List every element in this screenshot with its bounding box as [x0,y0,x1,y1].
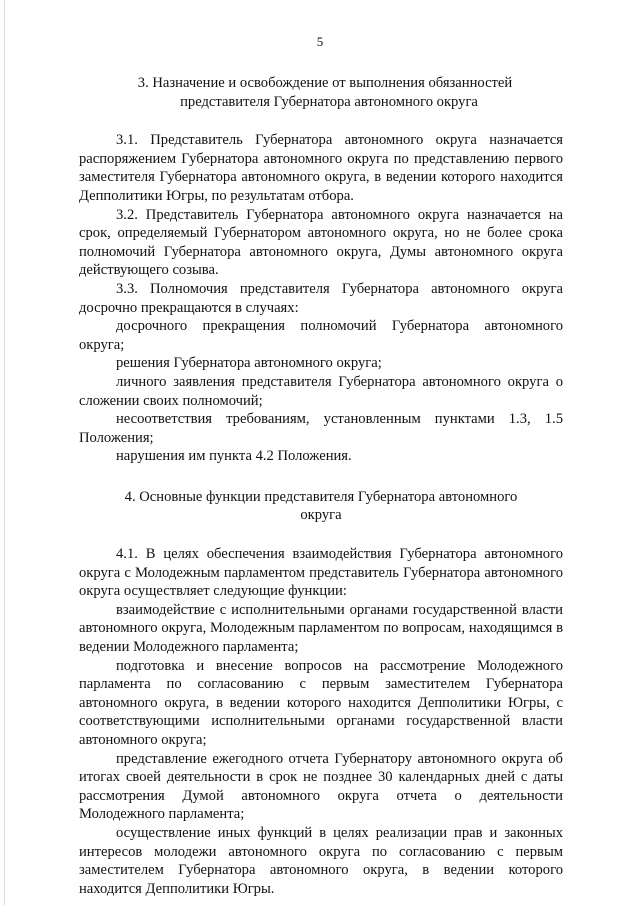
list-item-interaction: взаимодействие с исполнительными органами государственной власти автономного округа, Молодежным парламентом по вопросам, находящимся в ведении Молодежного парламента; [79,601,563,656]
section-4-heading-line-2: округа [300,507,342,524]
list-item-governor-decision: решения Губернатора автономного округа; [116,355,382,372]
list-item-personal-statement: личного заявления представителя Губернатора автономного округа о сложении своих полномочий; [79,373,563,409]
section-3-heading [87,74,563,111]
document-body [79,74,563,898]
paragraph-4-1: 4.1. В целях обеспечения взаимодействия Губернатора автономного округа с Молодежным парламентом представитель Губернатора автономного округа осуществляет следующие функции: [79,546,563,600]
paragraph-3-2: 3.2. Представитель Губернатора автономного округа назначается на срок, определяемый Губернатором автономного округа, но не более срока полномочий Губернатора автономного округа, Думы автономного округа действующего созыва. [79,206,563,279]
list-item-annual-report: представление ежегодного отчета Губернатору автономного округа об итогах своей деятельности в срок не позднее 30 календарных дней с даты рассмотрения Думой автономного округа отчета о деятельности Молодежного парламента; [79,750,563,823]
section-4-heading [79,488,563,525]
list-item-nonconformity: несоответствия требованиям, установленным пунктами 1.3, 1.5 Положения; [79,411,563,446]
page-number: 5 [316,34,324,49]
section-4-heading-line-1: 4. Основные функции представителя Губернатора автономного [124,488,518,505]
section-3-heading-line-2: представителя Губернатора автономного округа [180,93,478,110]
list-item-violation: нарушения им пункта 4.2 Положения. [116,448,352,465]
list-item-preparation: подготовка и внесение вопросов на рассмотрение Молодежного парламента по согласованию с первым заместителем Губернатора автономного округа, в ведении которого находится Депполитики Югры, с соответствующими исполнительными органами государственной власти автономного округа; [79,657,563,748]
page-edge [4,0,5,905]
list-item-other-functions: осуществление иных функций в целях реализации прав и законных интересов молодежи автономного округа по согласованию с первым заместителем Губернатора автономного округа, в ведении которого находится Депполитики Югры. [79,824,563,897]
paragraph-3-1: 3.1. Представитель Губернатора автономного округа назначается распоряжением Губернатора автономного округа по представлению первого заместителя Губернатора автономного округа, в ведении которого находится Депполитики Югры, по результатам отбора. [79,132,563,204]
list-item-early-termination: досрочного прекращения полномочий Губернатора автономного округа; [79,318,563,353]
section-3-heading-line-1: 3. Назначение и освобождение от выполнения обязанностей [137,75,513,91]
paragraph-3-3: 3.3. Полномочия представителя Губернатора автономного округа досрочно прекращаются в случаях: [79,280,563,316]
